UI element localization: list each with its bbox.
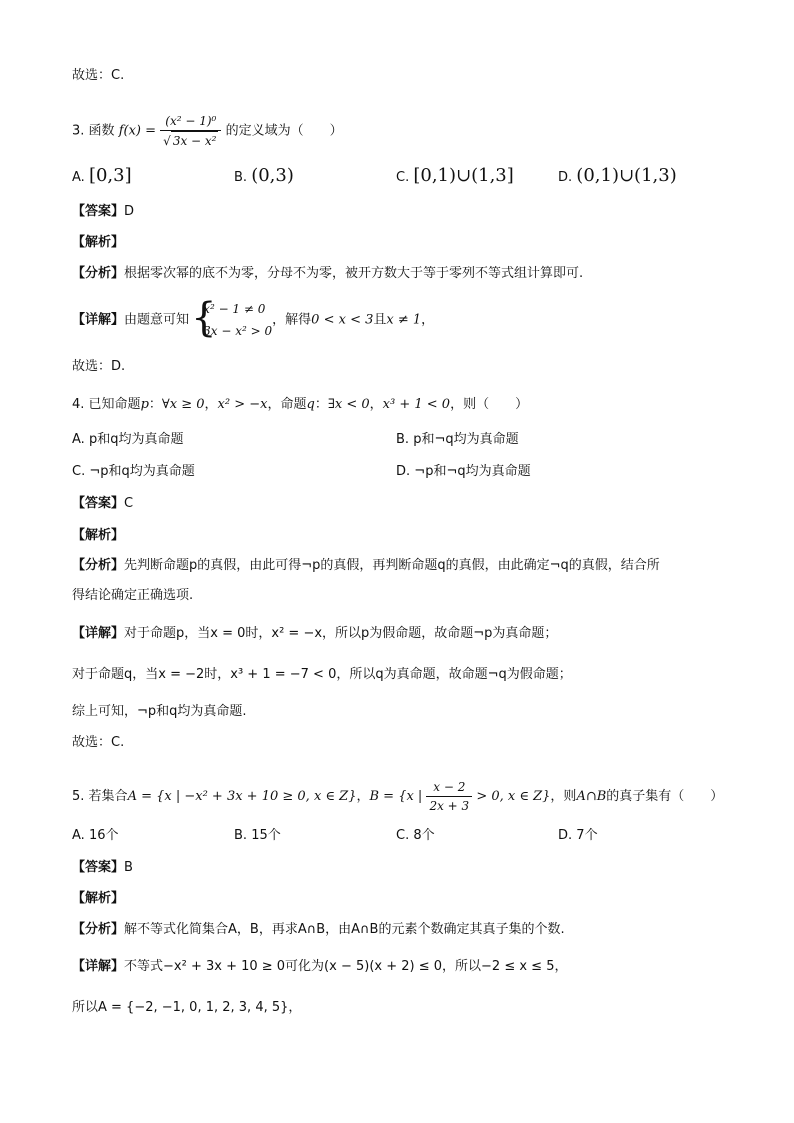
q3-answer: 【答案】D	[72, 204, 135, 219]
q3-number: 3.	[72, 123, 85, 139]
q3-xiangjie: 【详解】由题意可知 { x² − 1 ≠ 0 3x − x² > 0 ，解得0 < x < 3且x ≠ 1，	[72, 295, 435, 341]
q3-analysis-tag: 【解析】	[72, 235, 125, 250]
q5-xiangjie-line-2: 所以A = {−2, −1, 0, 1, 2, 3, 4, 5}，	[72, 1000, 302, 1015]
q4-choose: 故选：C.	[72, 735, 125, 750]
q4-option-d: D. ¬p和¬q均为真命题	[396, 464, 531, 479]
q3-option-b: B. (0,3)	[234, 165, 294, 186]
q5-fenxi: 【分析】解不等式化简集合A，B，再求A∩B，由A∩B的元素个数确定其真子集的个数.	[72, 922, 565, 937]
q4-xiangjie-line-3: 综上可知，¬p和q均为真命题.	[72, 704, 247, 719]
q5-analysis-tag: 【解析】	[72, 891, 125, 906]
q3-stem	[72, 112, 343, 150]
q4-xiangjie-line-2: 对于命题q，当x = −2时，x³ + 1 = −7 < 0，所以q为真命题，故命题¬q为假命题；	[72, 667, 572, 682]
q3-option-c: C. [0,1)∪(1,3]	[396, 165, 514, 186]
q5-stem: 5. 若集合A = {x | −x² + 3x + 10 ≥ 0, x ∈ Z}，B = {x | $\frac{x - 2}{2x + 3}$ > 0, x ∈ Z}，则A∩B的真子集有（ ）	[72, 780, 724, 813]
q5-xiangjie-line-1: 【详解】不等式−x² + 3x + 10 ≥ 0可化为(x − 5)(x + 2) ≤ 0，所以−2 ≤ x ≤ 5，	[72, 959, 568, 974]
q3-fraction: $\frac{\text{(x² − 1)⁰}}{\text{√ 3x − x²}}$	[160, 112, 221, 150]
q4-answer: 【答案】C	[72, 496, 134, 511]
q4-option-c: C. ¬p和q均为真命题	[72, 464, 195, 479]
q5-option-a: A. 16个	[72, 828, 119, 843]
q3-fenxi: 【分析】根据零次幂的底不为零，分母不为零，被开方数大于等于零列不等式组计算即可.	[72, 266, 584, 281]
q5-option-b: B. 15个	[234, 828, 281, 843]
q4-xiangjie-line-1: 【详解】对于命题p，当x = 0时，x² = −x，所以p为假命题，故命题¬p为真命题；	[72, 626, 558, 641]
q5-option-c: C. 8个	[396, 828, 435, 843]
q5-option-d: D. 7个	[558, 828, 598, 843]
q3-option-a: A. [0,3]	[72, 165, 132, 186]
q3-fraction-numerator: (x² − 1)⁰	[160, 112, 221, 131]
q3-inequality-system: { x² − 1 ≠ 0 3x − x² > 0	[191, 295, 273, 341]
q3-choose: 故选：D.	[72, 359, 126, 374]
q4-fenxi-line-1: 【分析】先判断命题p的真假，由此可得¬p的真假，再判断命题q的真假，由此确定¬q的真假，结合所	[72, 558, 660, 573]
q4-option-a: A. p和q均为真命题	[72, 432, 184, 447]
q5-fraction: $\frac{x - 2}{2x + 3}$	[426, 778, 472, 815]
q4-option-b: B. p和¬q均为真命题	[396, 432, 519, 447]
q5-answer: 【答案】B	[72, 860, 133, 875]
q4-analysis-tag: 【解析】	[72, 528, 125, 543]
q4-stem: 4. 已知命题p：∀x ≥ 0，x² > −x，命题q：∃x < 0，x³ + 1 < 0，则（ ）	[72, 397, 529, 412]
q4-fenxi-line-2: 得结论确定正确选项.	[72, 588, 194, 603]
left-brace-icon: {	[191, 295, 217, 341]
q3-option-d: D. (0,1)∪(1,3)	[558, 165, 677, 186]
q3-fraction-denominator: 3x − x²	[171, 131, 219, 150]
q2-choose: 故选：C.	[72, 68, 125, 83]
q3-fx: f(x) =	[118, 123, 157, 139]
q3-stem-pre: 函数	[88, 123, 115, 139]
q3-stem-post: 的定义域为（ ）	[225, 123, 343, 139]
